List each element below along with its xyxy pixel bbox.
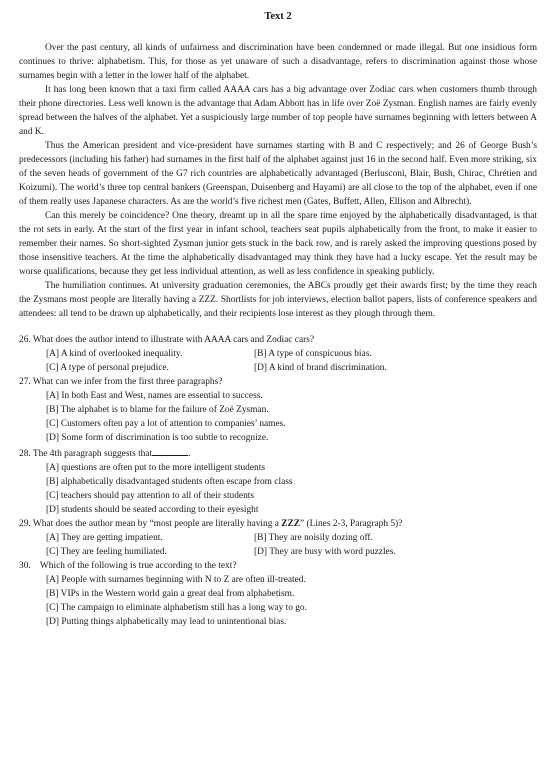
- quoted-term: ZZZ: [281, 519, 301, 529]
- question-28: [19, 445, 537, 517]
- option-a: [A] A kind of overlooked inequality.: [46, 349, 183, 359]
- option-c: [C] A type of personal prejudice.: [46, 363, 169, 373]
- question-stem: [19, 445, 537, 461]
- question-30: [19, 559, 537, 629]
- question-options: [19, 461, 537, 517]
- option-b: [B] A type of conspicuous bias.: [254, 349, 372, 359]
- question-options: [19, 347, 537, 375]
- question-stem-text: 29. What does the author mean by “most people are literally having a: [19, 519, 282, 529]
- question-29: [19, 517, 537, 559]
- option-c: [C] Customers often pay a lot of attention to companies’ names.: [46, 419, 286, 429]
- text-title: Text 2: [264, 11, 292, 22]
- option-c: [C] They are feeling humiliated.: [46, 547, 167, 557]
- reading-passage: [19, 41, 537, 321]
- answer-blank: [152, 445, 188, 456]
- question-options: [19, 531, 537, 559]
- question-list: [19, 333, 537, 629]
- question-stem: 30. Which of the following is true according to the text?: [19, 561, 237, 571]
- passage-paragraph-3: Thus the American president and vice-president have surnames starting with B and C respectively; and 26 of George Bush’s predecessors (including his father) had surnames in the first half of the alphabet against just 16 in the second half. Even more striking, six of the seven heads of government of the G7 rich countries are alphabetically advantaged (Berlusconi, Blair, Bush, Chirac, Chrétien and Koizumi). The world’s three top central bankers (Greenspan, Duisenberg and Hayami) are all close to the top of the alphabet, even if one of them really uses Japanese characters. As are the world’s five richest men (Gates, Buffett, Allen, Ellison and Albrecht).: [19, 141, 537, 207]
- option-b: [B] alphabetically disadvantaged students often escape from class: [46, 477, 293, 487]
- question-26: [19, 333, 537, 375]
- option-d: [D] Some form of discrimination is too subtle to recognize.: [46, 433, 269, 443]
- option-a: [A] In both East and West, names are essential to success.: [46, 391, 263, 401]
- question-stem: 27. What can we infer from the first three paragraphs?: [19, 377, 223, 387]
- question-stem-text: 28. The 4th paragraph suggests that: [19, 449, 153, 459]
- option-d: [D] students should be seated according to their eyesight: [46, 505, 259, 515]
- option-c: [C] teachers should pay attention to all of their students: [46, 491, 255, 501]
- passage-paragraph-5: The humiliation continues. At university graduation ceremonies, the ABCs proudly get their awards first; by the time they reach the Zysmans most people are literally having a ZZZ. Shortlists for job interviews, election ballot papers, lists of conference speakers and attendees: all tend to be drawn up alphabetically, and their recipients lose interest as they plough through them.: [19, 281, 537, 319]
- option-a: [A] People with surnames beginning with N to Z are often ill-treated.: [46, 575, 306, 585]
- question-options: [19, 389, 537, 445]
- question-stem-end: ” (Lines 2-3, Paragraph 5)?: [300, 519, 403, 529]
- question-stem: 26. What does the author intend to illustrate with AAAA cars and Zodiac cars?: [19, 335, 315, 345]
- option-b: [B] They are noisily dozing off.: [254, 533, 373, 543]
- question-options: [19, 573, 537, 629]
- passage-paragraph-4: Can this merely be coincidence? One theory, dreamt up in all the spare time enjoyed by the alphabetically disadvantaged, is that the rot sets in early. At the start of the first year in infant school, teachers seat pupils alphabetically from the front, to make it easier to remember their names. So short-sighted Zysman junior gets stuck in the back row, and is rarely asked the improving questions posed by those insensitive teachers. At the time the alphabetically disadvantaged may think they have had a lucky escape. Yet the result may be worse qualifications, because they get less individual attention, as well as less confidence in speaking publicly.: [19, 211, 537, 277]
- option-d: [D] A kind of brand discrimination.: [254, 363, 387, 373]
- passage-paragraph-2: It has long been known that a taxi firm called AAAA cars has a big advantage over Zodiac cars when customers thumb through their phone directories. Less well known is the advantage that Adam Abbott has in life over Zoë Zysman. English names are fairly evenly spread between the halves of the alphabet. Yet a suspiciously large number of top people have surnames beginning with letters between A and K.: [19, 85, 537, 137]
- passage-paragraph-1: Over the past century, all kinds of unfairness and discrimination have been condemned or made illegal. But one insidious form continues to thrive: alphabetism. This, for those as yet unaware of such a disadvantage, refers to discrimination against those whose surnames begin with a letter in the lower half of the alphabet.: [19, 43, 537, 81]
- option-b: [B] VIPs in the Western world gain a great deal from alphabetism.: [46, 589, 295, 599]
- question-27: [19, 375, 537, 445]
- option-a: [A] questions are often put to the more intelligent students: [46, 463, 265, 473]
- option-d: [D] They are busy with word puzzles.: [254, 547, 396, 557]
- option-a: [A] They are getting impatient.: [46, 533, 163, 543]
- option-c: [C] The campaign to eliminate alphabetism still has a long way to go.: [46, 603, 307, 613]
- option-b: [B] The alphabet is to blame for the failure of Zoë Zysman.: [46, 405, 269, 415]
- question-stem: [19, 517, 537, 531]
- question-stem-end: .: [188, 449, 191, 459]
- option-d: [D] Putting things alphabetically may lead to unintentional bias.: [46, 617, 287, 627]
